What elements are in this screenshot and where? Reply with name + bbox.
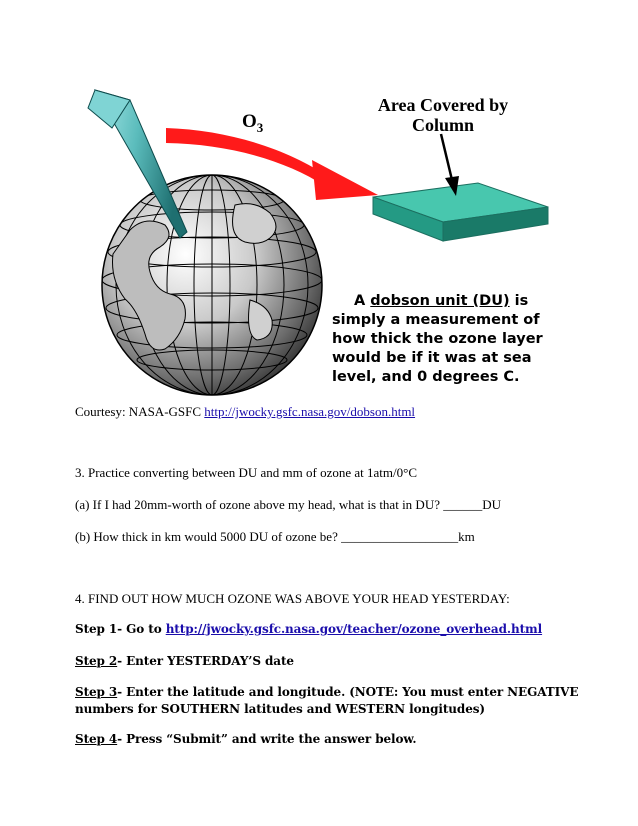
q3-part-a: (a) If I had 20mm-worth of ozone above my head, what is that in DU? ______DU	[75, 497, 501, 512]
o3-label: $O_3$	[242, 111, 264, 135]
courtesy-link[interactable]: http://jwocky.gsfc.nasa.gov/dobson.html	[204, 404, 416, 419]
step-1: Step 1- Go to http://jwocky.gsfc.nasa.gov/teacher/ozone_overhead.html	[75, 622, 543, 636]
courtesy-line: Courtesy: NASA-GSFC http://jwocky.gsfc.nasa.gov/dobson.html	[75, 404, 416, 419]
q3-part-b: (b) How thick in km would 5000 DU of ozone be? __________________km	[75, 529, 475, 544]
step-4: Step 4- Press “Submit” and write the answer below.	[75, 732, 417, 746]
step-2: Step 2- Enter YESTERDAY’S date	[75, 654, 294, 668]
q3-heading: 3. Practice converting between DU and mm of ozone at 1atm/0°C	[75, 465, 418, 480]
q4-heading: 4. FIND OUT HOW MUCH OZONE WAS ABOVE YOUR HEAD YESTERDAY:	[75, 591, 510, 606]
ozone-slab	[373, 183, 548, 241]
dobson-caption: A dobson unit (DU) is simply a measurement of how thick the ozone layer would be if it was at sea level, and 0 degrees C.	[332, 293, 543, 385]
ozone-overhead-link[interactable]: http://jwocky.gsfc.nasa.gov/teacher/ozone_overhead.html	[165, 622, 543, 636]
area-covered-title: Area Covered by Column	[377, 95, 509, 135]
globe-illustration	[102, 175, 322, 395]
step-3: Step 3- Enter the latitude and longitude. (NOTE: You must enter NEGATIVE numbers for SOUTHERN latitudes and WESTERN longitudes)	[75, 685, 579, 716]
